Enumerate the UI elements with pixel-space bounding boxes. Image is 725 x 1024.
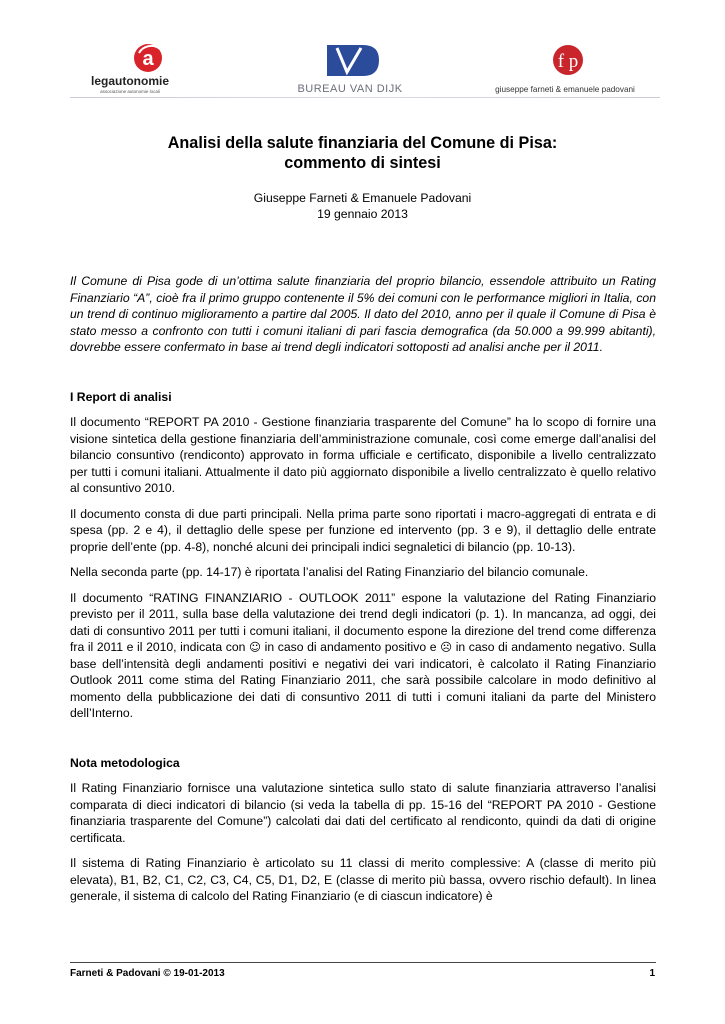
legautonomie-logo [70,40,190,96]
paragraph-text: in caso di andamento negativo. Sulla base dell’intensità degli andamenti positivi e negativi dei vari indicatori, è calcolato il Rating Finanziario Outlook 2011 come stima del Rating Finanziario 2011, che sarà possibile calcolare in modo definitivo al momento della pubblicazione dei dati di consuntivo 2011 di tutti i comuni italiani da parte del Ministero dell’Interno. [70,640,656,720]
page-number: 1 [649,968,655,979]
bvd-wordmark: BUREAU VAN DIJK [297,83,403,95]
authors-block [70,190,655,222]
header-logos [70,40,660,96]
legautonomie-wordmark: legautonomie [90,74,170,88]
section-heading-methodology: Nota metodologica [70,755,180,770]
legautonomie-mark-icon [70,40,190,96]
paragraph: Il documento “REPORT PA 2010 - Gestione finanziaria trasparente del Comune” ha lo scopo di fornire una visione sintetica della gestione finanziaria dell’amministrazione comunale, così come emerge dall’analisi del bilancio consuntivo (rendiconto) approvato in forma ufficiale e certificato, disponibile a livello centralizzato per tutti i comuni italiani. Attualmente il dato più aggiornato disponibile a livello centralizzato è quello relativo al consuntivo 2010. [70,415,656,495]
paragraph: Il Rating Finanziario fornisce una valutazione sintetica sullo stato di salute finanziaria attraverso l’analisi comparata di dieci indicatori di bilancio (si veda la tabella di pp. 15-16 del “REPORT PA 2010 - Gestione finanziaria trasparente del Comune”) calcolati dai dati del certificato al rendiconto, quindi da dati di origine certificata. [70,781,656,845]
bureau-van-dijk-logo [285,40,415,96]
paragraph: Il sistema di Rating Finanziario è articolato su 11 classi di merito complessive: A (classe di merito più elevata), B1, B2, C1, C2, C3, C4, C5, D1, D2, E (classe di merito più bassa, ovvero rischio default). In linea generale, il sistema di calcolo del Rating Finanziario (e di ciascun indicatore) è [70,856,656,903]
document-date: 19 gennaio 2013 [317,207,408,221]
svg-text:a: a [142,48,154,70]
farneti-padovani-logo [470,40,660,96]
bvd-mark-icon [285,40,415,96]
section-heading-report: I Report di analisi [70,389,172,404]
document-title [70,133,655,173]
fp-mark-icon [470,40,660,96]
header-divider [70,97,660,98]
footer-copyright: Farneti & Padovani © 19-01-2013 [70,968,225,979]
fp-wordmark: giuseppe farneti & emanuele padovani [495,85,635,94]
title-line-1: Analisi della salute finanziaria del Comune di Pisa: [167,134,558,152]
frowning-face-icon: ☹ [440,640,453,654]
paragraph-rating-outlook [70,590,656,722]
legautonomie-subtitle: associazione autonomie locali [100,89,160,94]
paragraph: Nella seconda parte (pp. 14-17) è riportata l’analisi del Rating Finanziario del bilancio comunale. [70,565,589,579]
fp-monogram: f p [557,51,579,72]
smiley-face-icon: ☺ [249,640,262,654]
footer-divider [70,962,656,963]
title-line-2: commento di sintesi [284,154,441,172]
abstract-paragraph: Il Comune di Pisa gode di un’ottima salute finanziaria del proprio bilancio, essendole attribuito un Rating Finanziario “A”, cioè fra il primo gruppo contenente il 5% dei comuni con le performance migliori in Italia, con un trend di continuo miglioramento a partire dal 2005. Il dato del 2010, anno per il quale il Comune di Pisa è stato messo a confronto con tutti i comuni italiani di pari fascia demografica (da 50.000 a 99.999 abitanti), dovrebbe essere confermato in base ai trend degli indicatori sottoposti ad analisi anche per il 2011. [70,274,656,354]
paragraph-text: Il documento “RATING FINANZIARIO - OUTLOOK 2011” espone la valutazione del Rating Finanziario previsto per il 2011, sulla base della valutazione dei trend degli indicatori (p. 1). In mancanza, ad oggi, dei dati di consuntivo 2011 per tutti i comuni italiani, il documento espone la direzione del trend come differenza fra il 2011 e il 2010, indicata con [70,590,656,654]
document-body [70,273,656,905]
paragraph: Il documento consta di due parti principali. Nella prima parte sono riportati i macro-aggregati di entrata e di spesa (pp. 2 e 4), il dettaglio delle spese per funzione ed intervento (pp. 3 e 9), il dettaglio delle entrate proprie dell’ente (pp. 4-8), nonché alcuni dei principali indici segnaletici di bilancio (pp. 10-13). [70,506,656,554]
authors: Giuseppe Farneti & Emanuele Padovani [253,191,472,205]
paragraph-text: in caso di andamento positivo e [261,640,441,654]
